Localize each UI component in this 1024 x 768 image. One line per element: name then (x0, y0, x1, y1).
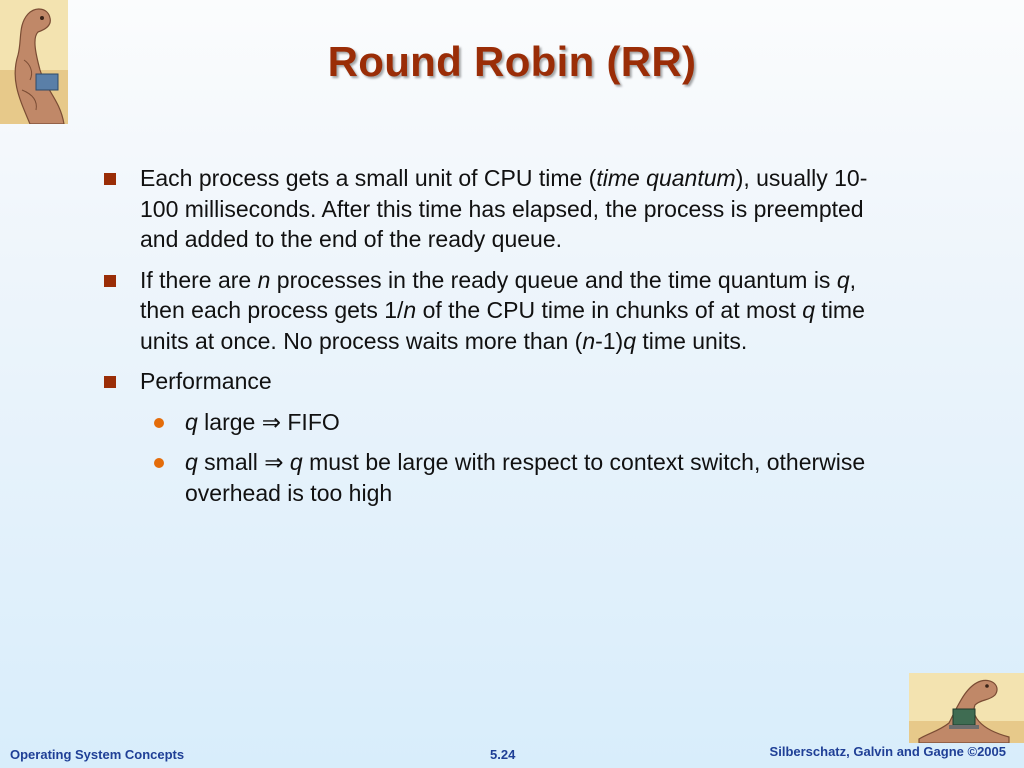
bullet-text-run: q (623, 327, 637, 354)
bullet-item (100, 163, 900, 255)
square-bullet-icon (104, 376, 116, 388)
bullet-text-run: ), usually 10-100 milliseconds. After this time has elapsed, the process is preempted and added to the end of the ready queue. (140, 165, 868, 252)
dinosaur-computer-icon (909, 673, 1024, 743)
bullet-text-run: n (582, 327, 596, 354)
bullet-text-run: Performance (140, 368, 272, 394)
round-bullet-icon (154, 458, 164, 468)
bullet-item (100, 265, 900, 357)
bullet-text-run: time quantum (596, 165, 736, 191)
slide-title: Round Robin (RR) (327, 38, 697, 85)
square-bullet-icon (104, 275, 116, 287)
bullet-text-run: Each process gets a small unit of CPU time ( (140, 165, 597, 191)
bullet-text-run: must be large with respect to context switch, otherwise overhead is too high (185, 449, 866, 506)
bullet-text-run: q (836, 266, 850, 293)
round-bullet-icon (154, 418, 164, 428)
bullet-text-run: q (185, 408, 198, 435)
sub-bullet-item (100, 407, 900, 438)
bullet-text-run: n (257, 266, 271, 293)
bullet-text-run: n (403, 297, 417, 323)
bullet-text-run: -1) (595, 327, 624, 354)
bullet-text-run: q (185, 449, 198, 475)
footer-slide-number: 5.24 (490, 747, 516, 762)
bullet-text-run: time units at once. No process waits more than ( (140, 297, 865, 354)
footer-book-title: Operating System Concepts (10, 747, 185, 762)
bullet-text-run: large ⇒ FIFO (197, 408, 340, 435)
bullet-list (100, 163, 900, 518)
bullet-text-run: q (802, 297, 816, 323)
sub-bullet-item (100, 447, 900, 508)
bullet-text-run: , then each process gets 1/ (140, 266, 857, 323)
bullet-text-run: q (289, 449, 303, 475)
bullet-text-run: time units. (636, 327, 748, 354)
footer-authors: Silberschatz, Galvin and Gagne ©2005 (769, 744, 1006, 759)
bullet-text-run: processes in the ready queue and the time quantum is (270, 266, 837, 293)
square-bullet-icon (104, 173, 116, 185)
bullet-text-run: of the CPU time in chunks of at most (416, 297, 803, 323)
bullet-text-run: If there are (140, 266, 258, 293)
bullet-text-run: small ⇒ (197, 449, 290, 475)
bullet-item (100, 366, 900, 397)
